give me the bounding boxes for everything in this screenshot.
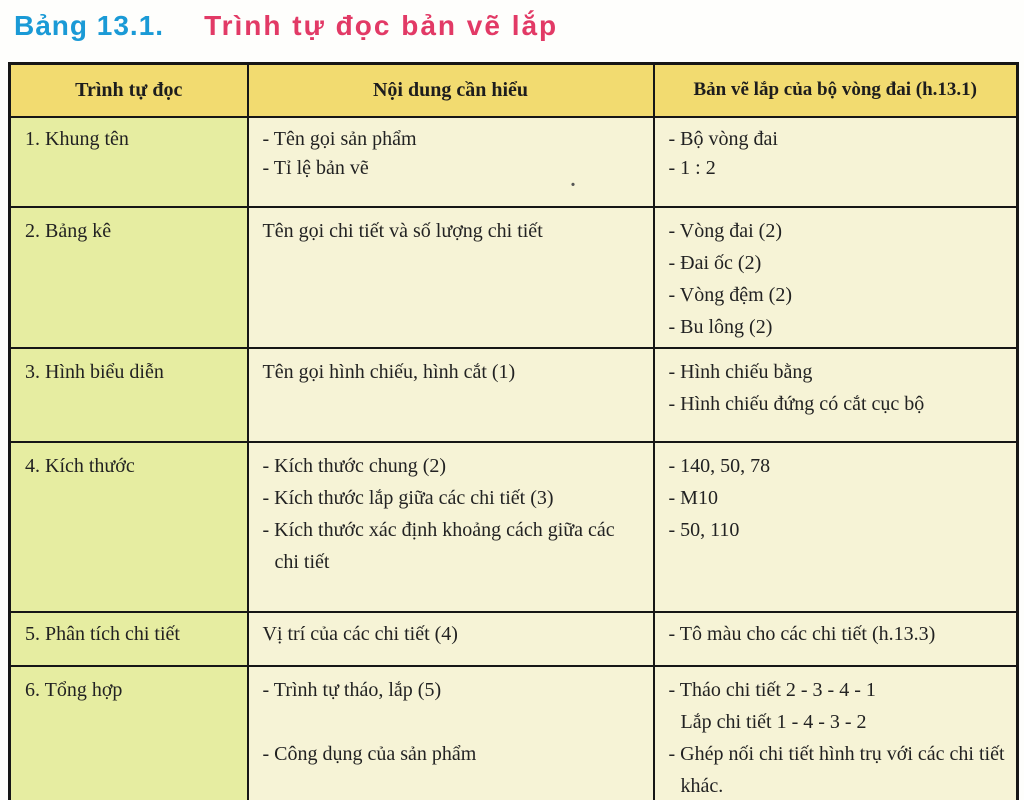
cell-line: - Tên gọi sản phẩm <box>262 127 417 150</box>
cell-line: - Hình chiếu bằng <box>668 360 813 383</box>
page-title: Trình tự đọc bản vẽ lắp <box>204 10 559 41</box>
assembly-drawing-reading-table <box>8 62 1019 800</box>
step-cell <box>10 117 248 207</box>
cell-line: - M10 <box>668 486 718 509</box>
cell-line: - 140, 50, 78 <box>668 454 771 477</box>
column-header-3: Bản vẽ lắp của bộ vòng đai (h.13.1) <box>654 64 1018 117</box>
table-caption <box>14 10 558 42</box>
cell-line: - 1 : 2 <box>668 156 716 179</box>
cell-line: - Kích thước xác định khoảng cách giữa các chi tiết <box>262 518 615 573</box>
example-cell <box>654 207 1018 348</box>
header-row <box>10 64 1018 117</box>
content-cell <box>248 117 654 207</box>
cell-line: Tên gọi hình chiếu, hình cắt (1) <box>262 360 516 383</box>
content-cell <box>248 348 654 442</box>
column-header-2: Nội dung cần hiểu <box>248 64 654 117</box>
cell-line: 3. Hình biểu diễn <box>25 360 164 383</box>
step-cell <box>10 666 248 800</box>
cell-line: - Tô màu cho các chi tiết (h.13.3) <box>668 622 936 645</box>
cell-line: - Công dụng của sản phẩm <box>262 742 477 765</box>
cell-line: - Tháo chi tiết 2 - 3 - 4 - 1 <box>668 678 876 701</box>
cell-line: - Trình tự tháo, lắp (5) <box>262 678 442 701</box>
cell-line: - Kích thước lắp giữa các chi tiết (3) <box>262 486 554 509</box>
example-cell <box>654 348 1018 442</box>
cell-line: - Ghép nối chi tiết hình trụ với các chi tiết khác. <box>668 742 1005 797</box>
table-row-5 <box>10 612 1018 666</box>
cell-line: - Bu lông (2) <box>668 315 773 338</box>
table-number: Bảng 13.1. <box>14 10 165 41</box>
table-row-1 <box>10 117 1018 207</box>
cell-line: - Đai ốc (2) <box>668 251 762 274</box>
cell-line: - Vòng đệm (2) <box>668 283 792 306</box>
column-header-1: Trình tự đọc <box>10 64 248 117</box>
cell-line: - Hình chiếu đứng có cắt cục bộ <box>668 392 925 415</box>
cell-line: 2. Bảng kê <box>25 219 112 242</box>
cell-line: - 50, 110 <box>668 518 740 541</box>
table-row-4 <box>10 442 1018 612</box>
stray-print-mark: . <box>570 168 576 191</box>
content-cell <box>248 612 654 666</box>
content-cell <box>248 666 654 800</box>
cell-line: 4. Kích thước <box>25 454 135 477</box>
cell-line: - Vòng đai (2) <box>668 219 782 242</box>
cell-line: Lắp chi tiết 1 - 4 - 3 - 2 <box>680 710 867 733</box>
content-cell <box>248 442 654 612</box>
step-cell <box>10 442 248 612</box>
cell-line: 5. Phân tích chi tiết <box>25 622 180 645</box>
cell-line: 1. Khung tên <box>25 127 129 150</box>
cell-line: Vị trí của các chi tiết (4) <box>262 622 458 645</box>
example-cell <box>654 117 1018 207</box>
example-cell <box>654 612 1018 666</box>
content-cell <box>248 207 654 348</box>
cell-line <box>261 706 643 738</box>
cell-line: Tên gọi chi tiết và số lượng chi tiết <box>262 219 543 242</box>
step-cell <box>10 207 248 348</box>
example-cell <box>654 666 1018 800</box>
cell-line: 6. Tổng hợp <box>25 678 123 701</box>
example-cell <box>654 442 1018 612</box>
cell-line: - Kích thước chung (2) <box>262 454 447 477</box>
cell-line: - Tỉ lệ bản vẽ <box>262 156 369 179</box>
table-row-6 <box>10 666 1018 800</box>
table-row-3 <box>10 348 1018 442</box>
step-cell <box>10 612 248 666</box>
step-cell <box>10 348 248 442</box>
cell-line: - Bộ vòng đai <box>668 127 778 150</box>
table-row-2 <box>10 207 1018 348</box>
